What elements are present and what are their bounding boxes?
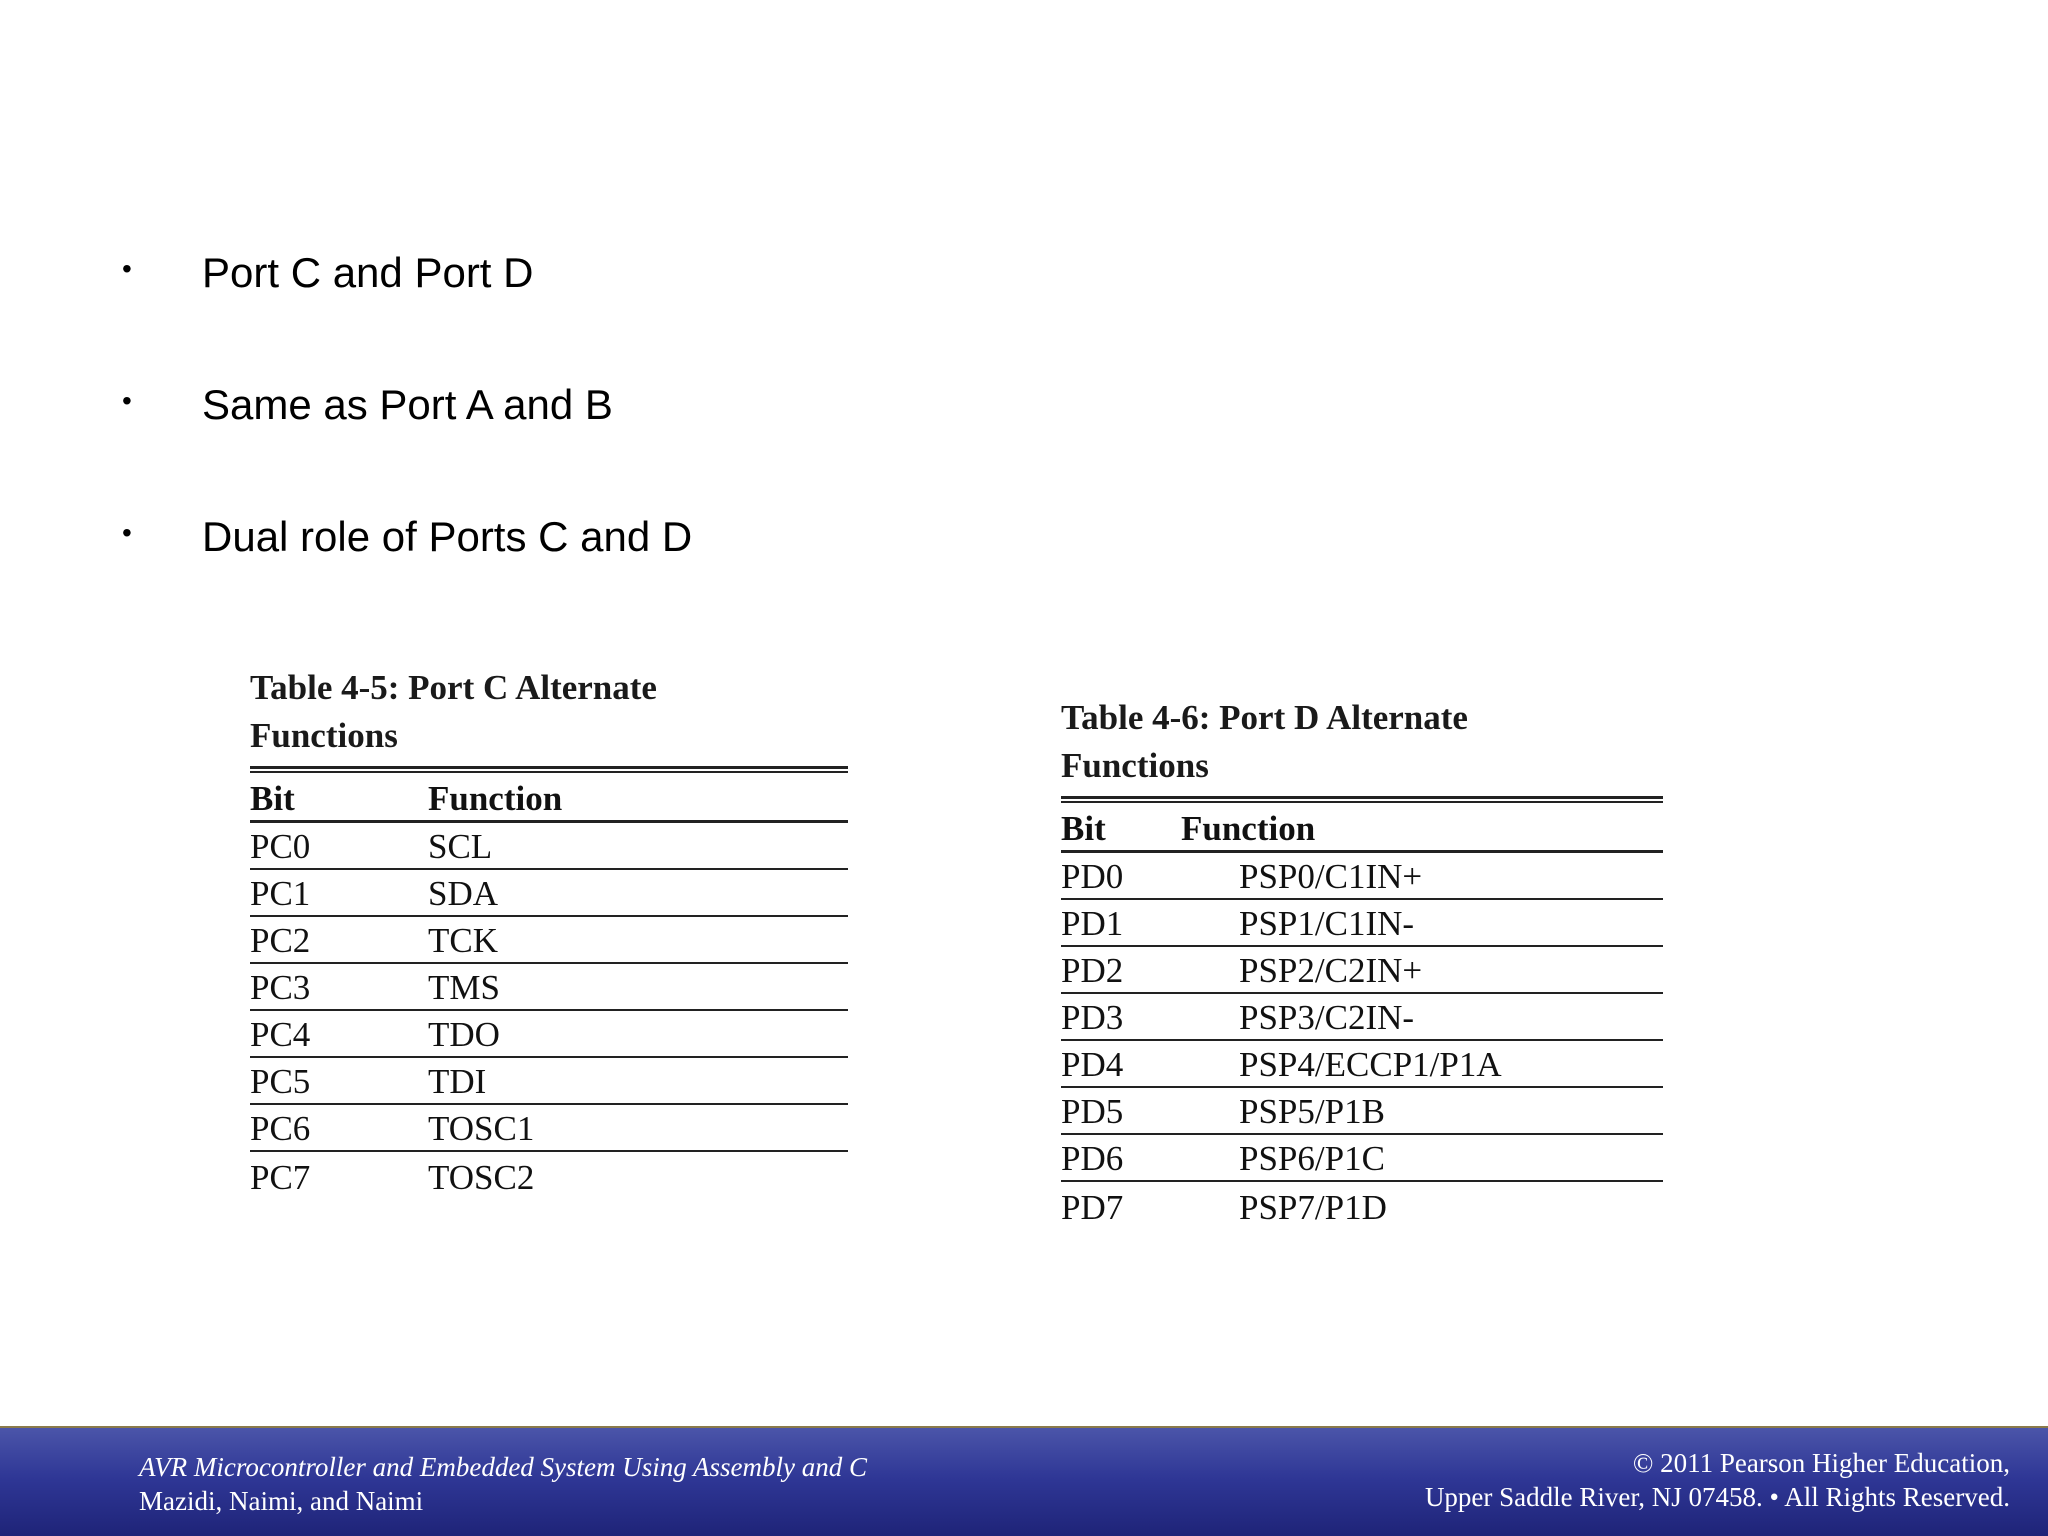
cell-bit: PD5 — [1061, 1092, 1124, 1131]
table-row — [1061, 994, 1663, 1041]
cell-bit: PC7 — [250, 1158, 311, 1197]
port-d-table — [1061, 694, 1663, 1229]
cell-bit: PD2 — [1061, 951, 1124, 990]
cell-bit: PD0 — [1061, 857, 1124, 896]
copyright-line: © 2011 Pearson Higher Education, — [1632, 1448, 2010, 1478]
cell-function: TCK — [428, 921, 498, 960]
column-header-bit: Bit — [1061, 809, 1106, 848]
table-row — [1061, 900, 1663, 947]
table-header-row — [250, 773, 848, 823]
cell-bit: PC1 — [250, 874, 311, 913]
bullet-text: Dual role of Ports C and D — [202, 513, 693, 560]
bullet-glyph: • — [122, 385, 132, 416]
cell-function: TDI — [428, 1062, 487, 1101]
cell-bit: PC4 — [250, 1015, 311, 1054]
cell-function: PSP0/C1IN+ — [1239, 857, 1423, 896]
bullet-text: Port C and Port D — [202, 249, 534, 296]
table-row — [250, 1152, 848, 1199]
table-row — [250, 823, 848, 870]
table-row — [250, 1011, 848, 1058]
bullet-glyph: • — [122, 517, 132, 548]
cell-bit: PD1 — [1061, 904, 1124, 943]
bullet-item — [120, 248, 692, 380]
cell-function: SDA — [428, 874, 499, 913]
column-header-function: Function — [1181, 809, 1316, 848]
bullet-glyph: • — [122, 253, 132, 284]
table-row — [1061, 1041, 1663, 1088]
cell-function: SCL — [428, 827, 493, 866]
cell-function: PSP3/C2IN- — [1239, 998, 1415, 1037]
cell-bit: PD3 — [1061, 998, 1124, 1037]
cell-function: TOSC2 — [428, 1158, 535, 1197]
copyright-line: Upper Saddle River, NJ 07458. • All Rights Reserved. — [1424, 1482, 2010, 1512]
cell-function: TDO — [428, 1015, 500, 1054]
cell-bit: PC3 — [250, 968, 311, 1007]
cell-bit: PD4 — [1061, 1045, 1124, 1084]
table-row — [1061, 1135, 1663, 1182]
cell-function: PSP4/ECCP1/P1A — [1239, 1045, 1502, 1084]
table-row — [1061, 853, 1663, 900]
table-row — [250, 1058, 848, 1105]
book-title: AVR Microcontroller and Embedded System Using Assembly and C — [139, 1452, 868, 1482]
cell-bit: PC6 — [250, 1109, 311, 1148]
cell-bit: PC2 — [250, 921, 311, 960]
table-row — [1061, 1088, 1663, 1135]
table-title: Functions — [1061, 746, 1209, 785]
bullet-item — [120, 512, 692, 644]
table-row — [250, 870, 848, 917]
slide-footer — [0, 1426, 2048, 1536]
table-title: Functions — [250, 716, 398, 755]
table-row — [1061, 947, 1663, 994]
table-title: Table 4-6: Port D Alternate — [1061, 698, 1468, 737]
cell-function: TMS — [428, 968, 500, 1007]
cell-function: PSP2/C2IN+ — [1239, 951, 1423, 990]
cell-function: PSP1/C1IN- — [1239, 904, 1415, 943]
footer-copyright — [1425, 1446, 2010, 1514]
column-header-function: Function — [428, 779, 563, 818]
cell-bit: PC5 — [250, 1062, 311, 1101]
port-c-table — [250, 664, 848, 1199]
cell-bit: PC0 — [250, 827, 311, 866]
cell-function: PSP7/P1D — [1239, 1188, 1387, 1227]
table-row — [250, 917, 848, 964]
table-rule — [1061, 796, 1663, 803]
bullet-list — [120, 248, 692, 644]
cell-bit: PD7 — [1061, 1188, 1124, 1227]
table-title: Table 4-5: Port C Alternate — [250, 668, 657, 707]
bullet-item — [120, 380, 692, 512]
table-row — [250, 964, 848, 1011]
cell-bit: PD6 — [1061, 1139, 1124, 1178]
cell-function: TOSC1 — [428, 1109, 535, 1148]
table-row — [250, 1105, 848, 1152]
book-authors: Mazidi, Naimi, and Naimi — [139, 1486, 424, 1516]
column-header-bit: Bit — [250, 779, 295, 818]
table-rule — [250, 766, 848, 773]
cell-function: PSP6/P1C — [1239, 1139, 1385, 1178]
cell-function: PSP5/P1B — [1239, 1092, 1385, 1131]
bullet-text: Same as Port A and B — [202, 381, 613, 428]
table-header-row — [1061, 803, 1663, 853]
table-row — [1061, 1182, 1663, 1229]
footer-citation — [139, 1450, 867, 1518]
